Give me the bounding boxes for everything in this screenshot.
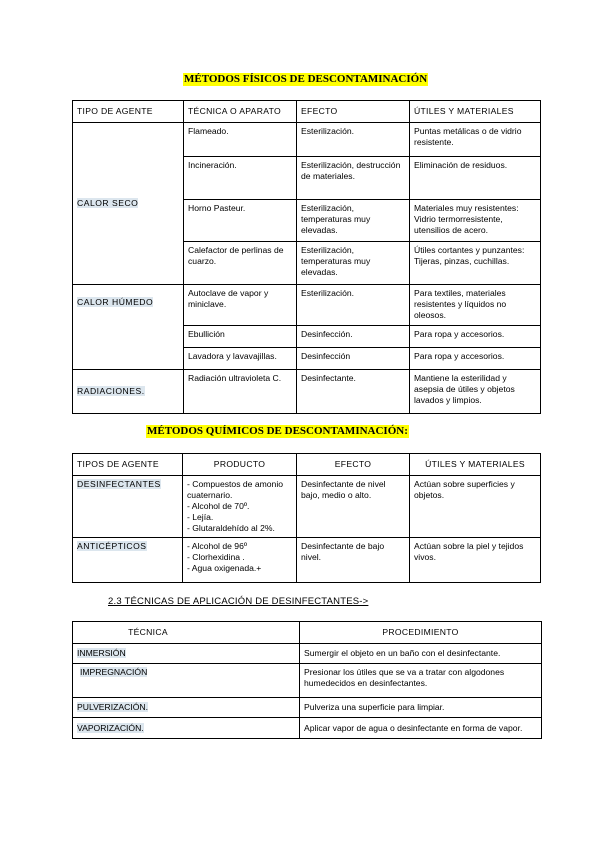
agent-label: ANTICÉPTICOS [77,541,147,551]
effect-cell: Esterilización. [297,123,410,157]
product-item: - Alcohol de 96º [187,541,247,551]
agent-label: DESINFECTANTES [77,479,161,489]
table-header-row [73,622,542,644]
agent-label: CALOR SECO [77,198,139,208]
technique-cell: Radiación ultravioleta C. [184,370,297,414]
tools-cell: Actúan sobre la piel y tejidos vivos. [410,538,541,583]
chemical-methods-title: MÉTODOS QUÍMICOS DE DESCONTAMINACIÓN: [147,425,408,437]
tools-cell: Actúan sobre superficies y objetos. [410,476,541,538]
tools-cell: Para ropa y accesorios. [410,326,541,348]
table-header-row [73,454,541,476]
procedure-cell: Sumergir el objeto en un baño con el desinfectante. [300,644,542,664]
table-row [73,664,542,698]
header-tools: ÚTILES Y MATERIALES [410,101,541,123]
header-technique: TÉCNICA O APARATO [184,101,297,123]
physical-methods-title: MÉTODOS FÍSICOS DE DESCONTAMINACIÓN [184,73,428,85]
tools-cell: Para ropa y accesorios. [410,348,541,370]
procedure-cell: Pulveriza una superficie para limpiar. [300,698,542,718]
table-row [73,538,541,583]
header-procedure: PROCEDIMIENTO [300,622,542,644]
table-row [73,476,541,538]
effect-cell: Desinfectante de nivel bajo, medio o alto. [297,476,410,538]
product-cell [183,538,297,583]
technique-cell [73,664,300,698]
technique-cell [73,718,300,739]
technique-cell [73,644,300,664]
tools-cell: Eliminación de residuos. [410,157,541,200]
effect-cell: Desinfección. [297,326,410,348]
effect-cell: Esterilización, destrucción de materiales. [297,157,410,200]
tools-cell: Mantiene la esterilidad y asepsia de útiles y objetos lavados y limpios. [410,370,541,414]
physical-methods-table [72,100,541,414]
agent-cell-radiation [73,370,184,414]
technique-cell: Incineración. [184,157,297,200]
product-item: - Alcohol de 70º. [187,501,250,511]
table-row [73,698,542,718]
table-row [73,370,541,414]
agent-label: RADIACIONES. [77,386,145,396]
product-item: - Glutaraldehído al 2%. [187,523,275,533]
technique-cell: Ebullición [184,326,297,348]
technique-cell: Lavadora y lavavajillas. [184,348,297,370]
product-item: - Compuestos de amonio cuaternario. [187,479,284,500]
effect-cell: Esterilización, temperaturas muy elevadas. [297,242,410,285]
header-technique: TÉCNICA [73,622,300,644]
agent-cell-moist-heat [73,285,184,370]
tools-cell: Para textiles, materiales resistentes y líquidos no oleosos. [410,285,541,326]
tools-cell: Materiales muy resistentes: Vidrio termorresistente, utensilios de acero. [410,200,541,242]
chemical-methods-table [72,453,541,583]
header-effect: EFECTO [297,101,410,123]
agent-cell-disinfectants [73,476,183,538]
technique-cell: Flameado. [184,123,297,157]
table-row [73,718,542,739]
tools-cell: Puntas metálicas o de vidrio resistente. [410,123,541,157]
table-row [73,123,541,157]
effect-cell: Esterilización, temperaturas muy elevadas. [297,200,410,242]
technique-label: PULVERIZACIÓN. [77,702,148,712]
technique-cell: Calefactor de perlinas de cuarzo. [184,242,297,285]
technique-label: INMERSIÓN [77,648,126,658]
table-row [73,285,541,326]
effect-cell: Esterilización. [297,285,410,326]
technique-label: IMPREGNACIÓN [80,667,148,677]
header-agent-type: TIPO DE AGENTE [73,101,184,123]
effect-cell: Desinfectante de bajo nivel. [297,538,410,583]
technique-label: VAPORIZACIÓN. [77,722,144,733]
table-header-row [73,101,541,123]
product-item: - Agua oxigenada.+ [187,563,262,573]
effect-cell: Desinfectante. [297,370,410,414]
header-tools: ÚTILES Y MATERIALES [410,454,541,476]
agent-cell-antiseptics [73,538,183,583]
header-product: PRODUCTO [183,454,297,476]
tools-cell: Útiles cortantes y punzantes: Tijeras, pinzas, cuchillas. [410,242,541,285]
application-techniques-title: 2.3 TÉCNICAS DE APLICACIÓN DE DESINFECTANTES-> [108,596,369,607]
header-agent-types: TIPOS DE AGENTE [73,454,183,476]
technique-cell: Autoclave de vapor y miniclave. [184,285,297,326]
procedure-cell: Presionar los útiles que se va a tratar con algodones humedecidos en desinfectantes. [300,664,542,698]
agent-cell-dry-heat [73,123,184,285]
product-item: - Clorhexidina . [187,552,245,562]
procedure-cell: Aplicar vapor de agua o desinfectante en forma de vapor. [300,718,542,739]
effect-cell: Desinfección [297,348,410,370]
technique-cell: Horno Pasteur. [184,200,297,242]
product-cell [183,476,297,538]
product-item: - Lejía. [187,512,214,522]
header-effect: EFECTO [297,454,410,476]
application-techniques-table [72,621,542,739]
technique-cell [73,698,300,718]
agent-label: CALOR HÚMEDO [77,297,154,307]
table-row [73,644,542,664]
